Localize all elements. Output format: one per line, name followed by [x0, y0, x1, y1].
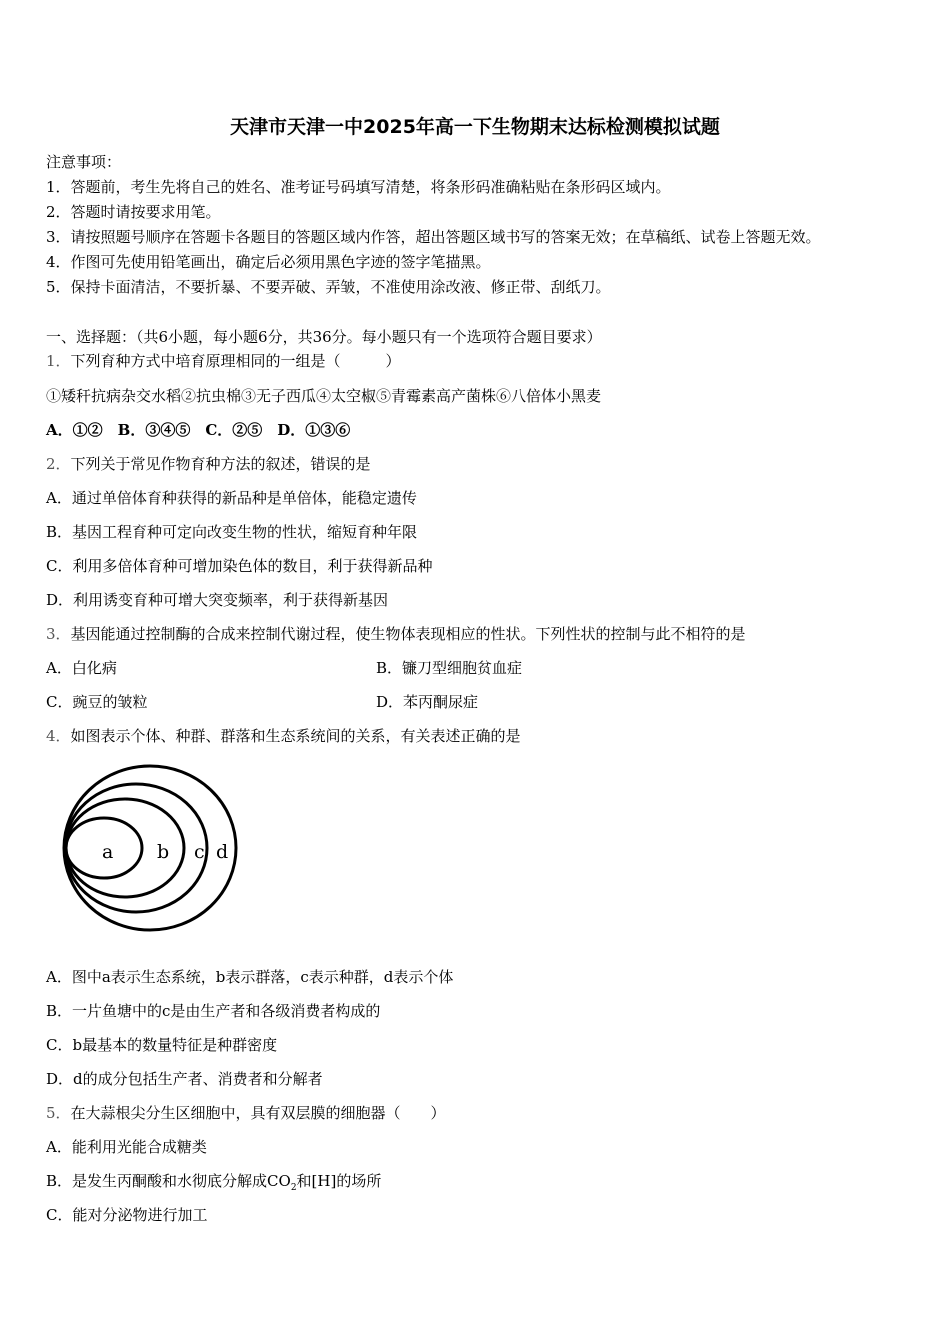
question-number: 1． — [46, 352, 71, 370]
option-b-text-end: 和[H]的场所 — [296, 1172, 382, 1190]
question-number: 2． — [46, 455, 71, 473]
question-number: 3． — [46, 625, 71, 643]
option-a: A．能利用光能合成糖类 — [46, 1138, 207, 1156]
ellipse-c — [65, 784, 207, 912]
option-c: C．b最基本的数量特征是种群密度 — [46, 1036, 278, 1054]
question-stem: 基因能通过控制酶的合成来控制代谢过程，使生物体表现相应的性状。下列性状的控制与此不相符的是 — [70, 625, 746, 643]
option-d: D．利用诱变育种可增大突变频率，利于获得新基因 — [46, 591, 389, 609]
notice-item: 1．答题前，考生先将自己的姓名、准考证号码填写清楚，将条形码准确粘贴在条形码区域内。 — [46, 178, 671, 196]
question-stem: 如图表示个体、种群、群落和生态系统间的关系，有关表述正确的是 — [70, 727, 521, 745]
subscript: 2 — [290, 1183, 297, 1193]
question-stem: 在大蒜根尖分生区细胞中，具有双层膜的细胞器（ ） — [70, 1104, 446, 1122]
ellipse-d — [64, 766, 236, 930]
label-b: b — [157, 841, 170, 863]
option-a: A．图中a表示生态系统，b表示群落，c表示种群，d表示个体 — [46, 968, 454, 986]
option-b: B．基因工程育种可定向改变生物的性状，缩短育种年限 — [46, 523, 418, 541]
notice-item: 2．答题时请按要求用笔。 — [46, 203, 221, 221]
option-c: C．利用多倍体育种可增加染色体的数目，利于获得新品种 — [46, 557, 433, 575]
nested-ellipse-diagram — [60, 762, 240, 934]
label-c: c — [194, 841, 205, 863]
question-1 — [46, 351, 401, 371]
question-number: 4． — [46, 727, 71, 745]
question-2 — [46, 454, 371, 474]
notice-heading: 注意事项： — [46, 153, 122, 171]
question-5 — [46, 1103, 446, 1123]
question-1-list: ①矮秆抗病杂交水稻②抗虫棉③无子西瓜④太空椒⑤青霉素高产菌株⑥八倍体小黑麦 — [46, 387, 602, 405]
option-a: A．白化病 — [46, 659, 117, 677]
question-number: 5． — [46, 1104, 71, 1122]
section-heading: 一、选择题：（共6小题，每小题6分，共36分。每小题只有一个选项符合题目要求） — [46, 328, 602, 346]
option-d: D．d的成分包括生产者、消费者和分解者 — [46, 1070, 323, 1088]
option-b-text: B．是发生丙酮酸和水彻底分解成CO — [46, 1172, 291, 1190]
question-stem: 下列育种方式中培育原理相同的一组是（ ） — [70, 352, 401, 370]
option-c: C．豌豆的皱粒 — [46, 693, 148, 711]
option-b: B．一片鱼塘中的c是由生产者和各级消费者构成的 — [46, 1002, 381, 1020]
option-a: A．通过单倍体育种获得的新品种是单倍体，能稳定遗传 — [46, 489, 417, 507]
option-c: C．能对分泌物进行加工 — [46, 1206, 208, 1224]
notice-item: 4．作图可先使用铅笔画出，确定后必须用黑色字迹的签字笔描黑。 — [46, 253, 491, 271]
question-3 — [46, 624, 746, 644]
question-stem: 下列关于常见作物育种方法的叙述，错误的是 — [70, 455, 371, 473]
option-d: D．苯丙酮尿症 — [376, 693, 479, 711]
label-a: a — [102, 841, 114, 863]
label-d: d — [216, 841, 229, 863]
question-4 — [46, 726, 521, 746]
option-b: B．镰刀型细胞贫血症 — [376, 659, 523, 677]
question-1-options: A．①② B．③④⑤ C．②⑤ D．①③⑥ — [46, 421, 351, 439]
option-b — [46, 1171, 381, 1198]
page-title: 天津市天津一中2025年高一下生物期末达标检测模拟试题 — [230, 116, 720, 138]
notice-item: 3．请按照题号顺序在答题卡各题目的答题区域内作答，超出答题区域书写的答案无效；在草稿纸、试卷上答题无效。 — [46, 228, 821, 246]
notice-item: 5．保持卡面清洁，不要折暴、不要弄破、弄皱，不准使用涂改液、修正带、刮纸刀。 — [46, 278, 611, 296]
